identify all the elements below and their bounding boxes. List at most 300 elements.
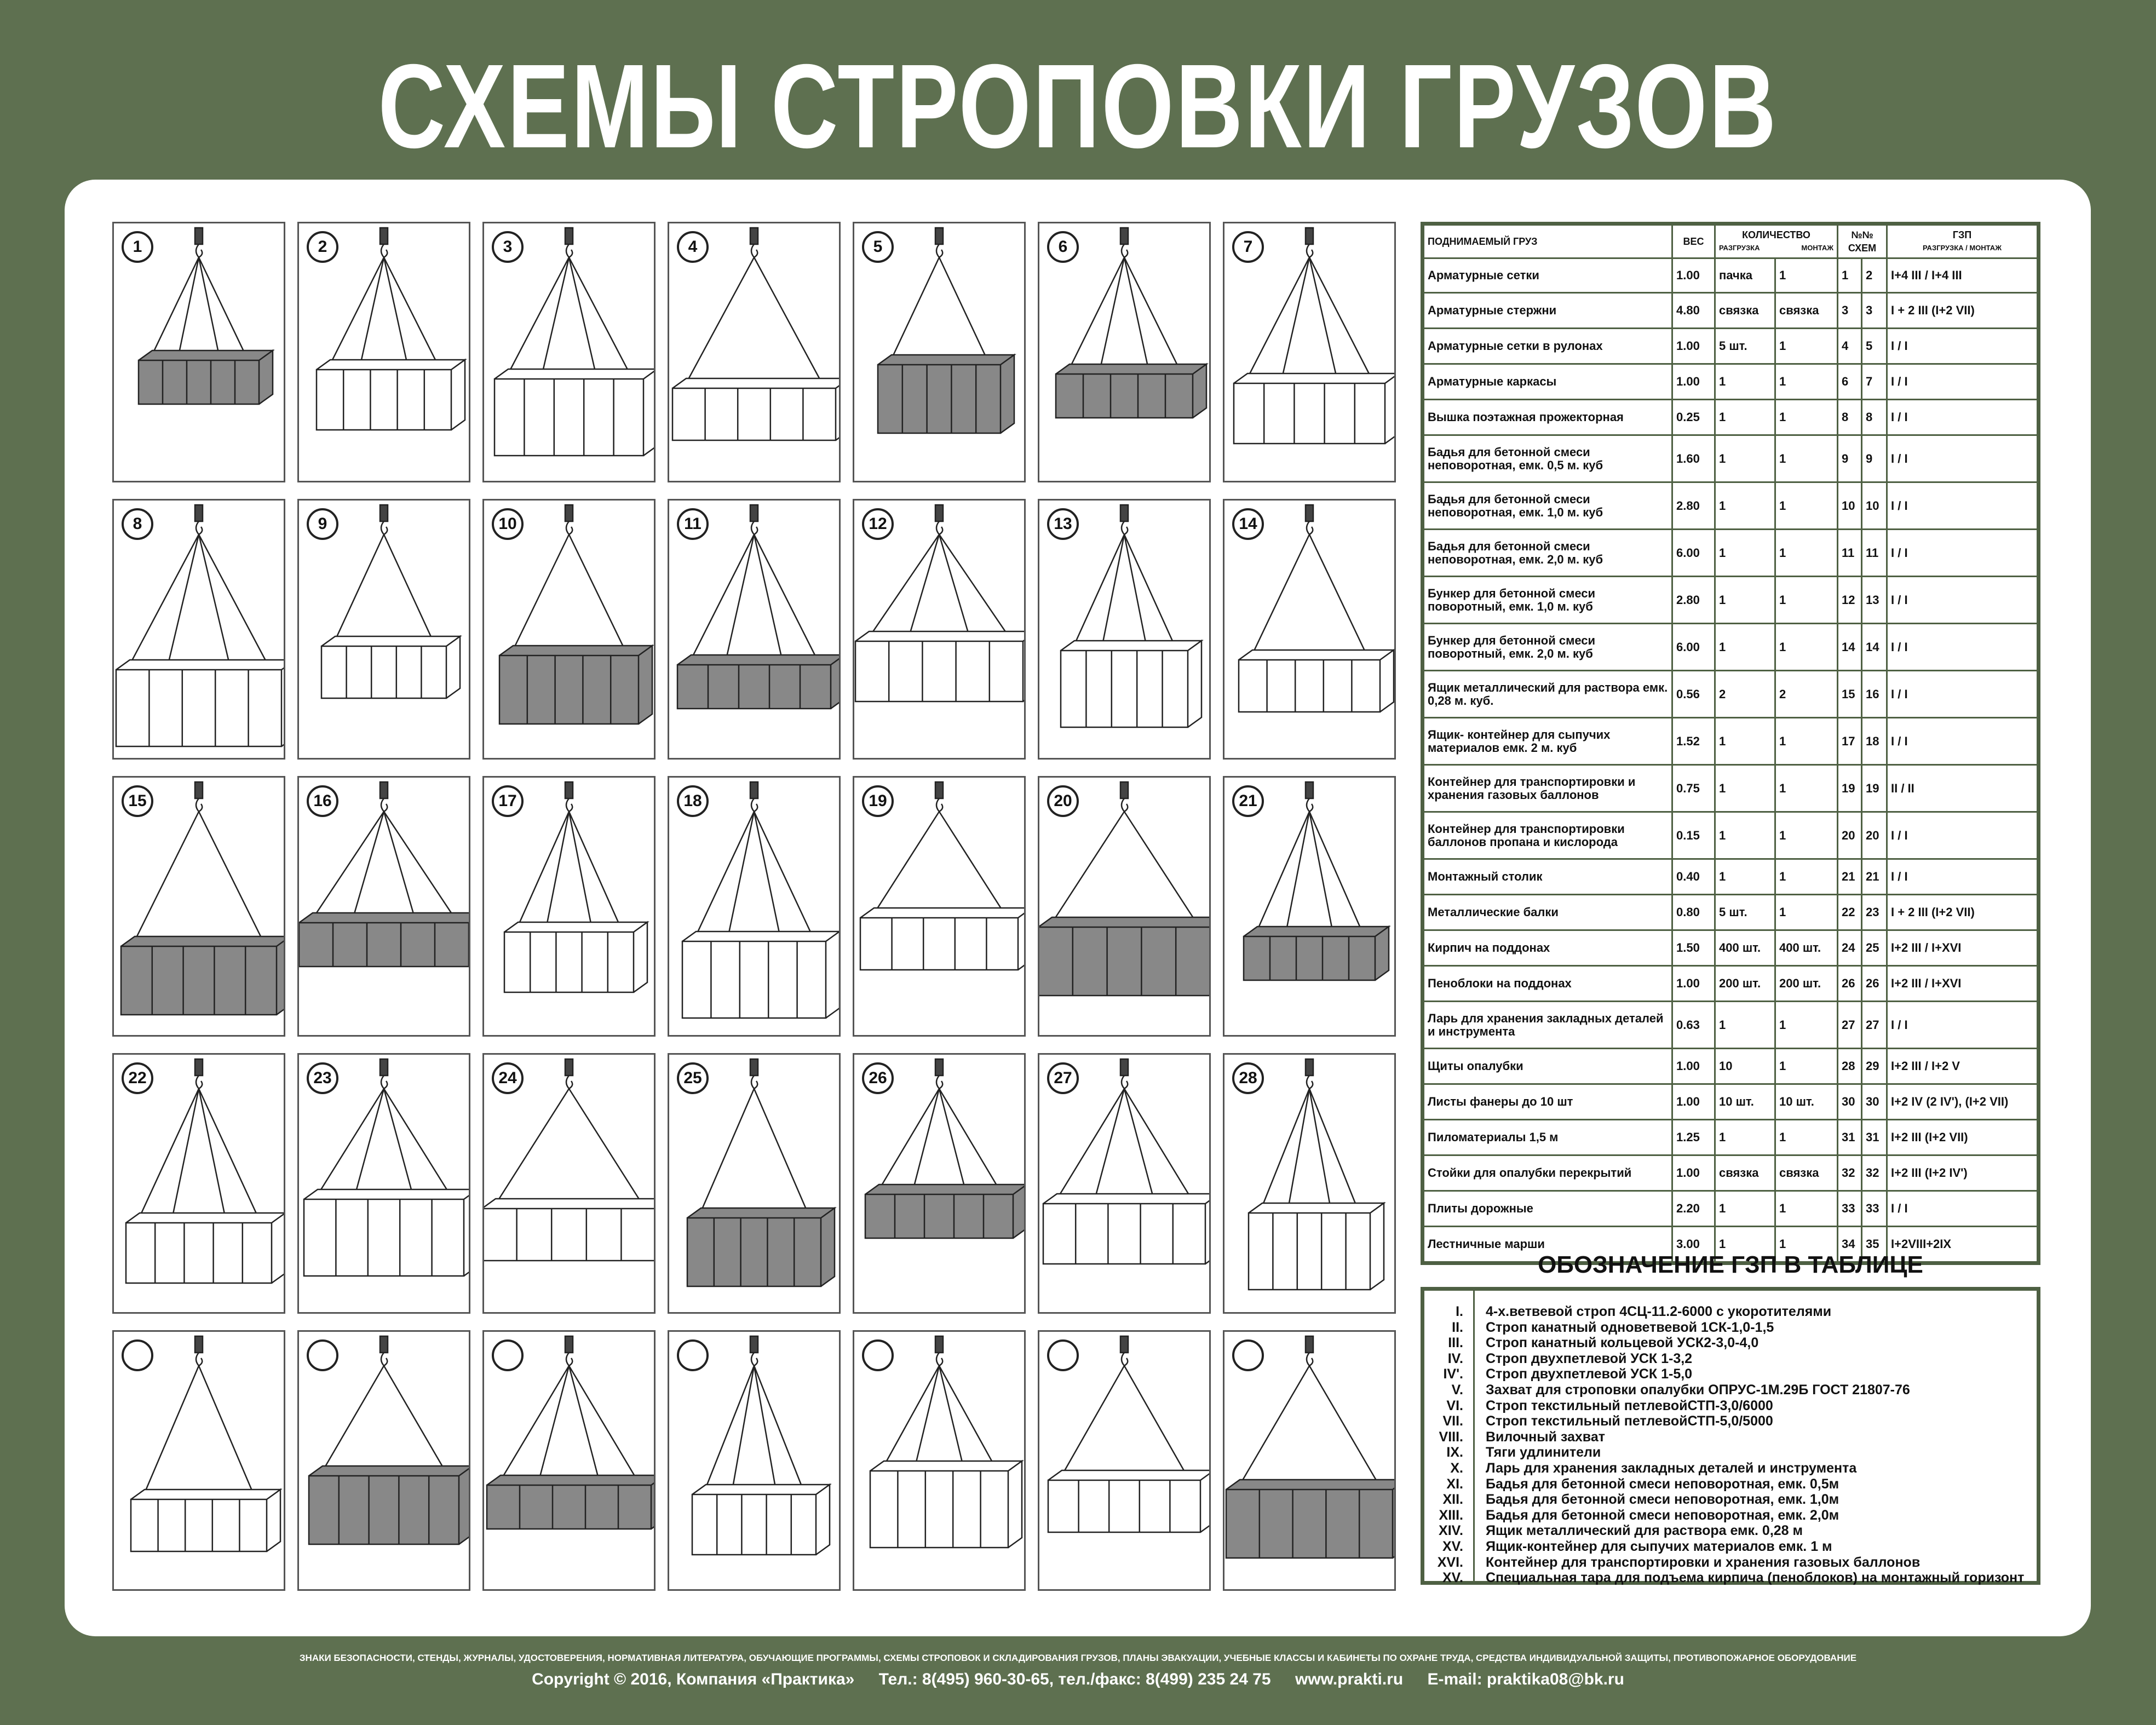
diagram-number: 6 xyxy=(1047,231,1079,263)
legend-item: 4-х.ветвевой строп 4СЦ-11.2-6000 с укоротителями xyxy=(1486,1304,1832,1319)
row-gzp: I / I xyxy=(1891,1201,1908,1215)
diagram-number xyxy=(1047,1339,1079,1371)
table-row xyxy=(1424,400,2037,436)
legend-item: Строп канатный кольцевой УСК2-3,0-4,0 xyxy=(1486,1335,1759,1351)
row-qty-unload: 1 xyxy=(1716,1002,1776,1048)
row-qty-unload: 1 xyxy=(1716,766,1776,811)
diagram-card xyxy=(1223,1330,1396,1591)
diagram-card xyxy=(668,1053,841,1314)
legend-item: Захват для строповки опалубки ОПРУС-1М.29Б ГОСТ 21807-76 xyxy=(1486,1382,1910,1398)
legend-item: Ящик металлический для раствора емк. 0,28 м xyxy=(1486,1523,1803,1539)
row-gzp: I / I xyxy=(1891,410,1908,424)
poster-title: СХЕМЫ СТРОПОВКИ ГРУЗОВ xyxy=(378,40,1778,173)
row-gzp: I / I xyxy=(1891,734,1908,748)
diagram-number: 24 xyxy=(492,1062,524,1094)
legend-box xyxy=(1421,1287,2040,1585)
row-load: Бункер для бетонной смеси поворотный, емк. 2,0 м. куб xyxy=(1424,624,1673,670)
row-qty-mount: 1 xyxy=(1776,718,1838,764)
diagram-number: 14 xyxy=(1232,508,1264,540)
row-qty-mount: 1 xyxy=(1776,1227,1838,1261)
row-qty-unload: 5 шт. xyxy=(1716,895,1776,929)
diagram-number: 17 xyxy=(492,785,524,817)
row-gzp: I / I xyxy=(1891,828,1908,842)
diagram-card xyxy=(482,499,656,760)
row-gzp: I+2 III / I+XVI xyxy=(1891,976,1962,990)
row-scheme-from: 26 xyxy=(1838,967,1862,1001)
row-load: Бадья для бетонной смеси неповоротная, емк. 1,0 м. куб xyxy=(1424,483,1673,528)
row-gzp: II / II xyxy=(1891,781,1914,795)
legend-text-column xyxy=(1475,1291,2037,1586)
row-gzp: I / I xyxy=(1891,870,1908,883)
row-qty-mount: связка xyxy=(1776,294,1838,327)
row-weight: 1.00 xyxy=(1673,259,1716,292)
table-row xyxy=(1424,671,2037,718)
diagram-number: 19 xyxy=(862,785,894,817)
table-row xyxy=(1424,1156,2037,1192)
row-qty-unload: 1 xyxy=(1716,365,1776,399)
row-scheme-from: 15 xyxy=(1838,671,1862,717)
row-gzp: I+2 III (I+2 VII) xyxy=(1891,1130,1968,1144)
legend-roman: II. xyxy=(1452,1319,1463,1335)
diagram-card xyxy=(668,776,841,1037)
diagram-card xyxy=(668,1330,841,1591)
table-row xyxy=(1424,577,2037,624)
row-qty-unload: 1 xyxy=(1716,718,1776,764)
diagram-number: 2 xyxy=(307,231,338,263)
row-qty-unload: 1 xyxy=(1716,483,1776,528)
row-qty-mount: 1 xyxy=(1776,895,1838,929)
diagram-number: 10 xyxy=(492,508,524,540)
row-qty-unload: 10 шт. xyxy=(1716,1085,1776,1119)
row-weight: 1.00 xyxy=(1673,1085,1716,1119)
diagram-card xyxy=(297,222,470,482)
row-qty-mount: 1 xyxy=(1776,483,1838,528)
row-qty-mount: 1 xyxy=(1776,436,1838,481)
diagram-number xyxy=(122,1339,153,1371)
row-qty-mount: 1 xyxy=(1776,860,1838,894)
row-load: Пиломатериалы 1,5 м xyxy=(1424,1120,1673,1154)
row-scheme-from: 11 xyxy=(1838,530,1862,576)
table-row xyxy=(1424,436,2037,483)
row-weight: 2.80 xyxy=(1673,577,1716,623)
header-load: ПОДНИМАЕМЫЙ ГРУЗ xyxy=(1424,226,1673,257)
row-weight: 2.80 xyxy=(1673,483,1716,528)
row-scheme-to: 9 xyxy=(1862,436,1888,481)
row-weight: 0.40 xyxy=(1673,860,1716,894)
row-scheme-to: 31 xyxy=(1862,1120,1888,1154)
legend-item: Специальная тара для подъема кирпича (пеноблоков) на монтажный горизонт xyxy=(1486,1570,2025,1586)
table-row xyxy=(1424,860,2037,895)
table-row xyxy=(1424,1192,2037,1227)
row-scheme-to: 3 xyxy=(1862,294,1888,327)
row-weight: 0.80 xyxy=(1673,895,1716,929)
row-qty-unload: 5 шт. xyxy=(1716,329,1776,363)
row-weight: 2.20 xyxy=(1673,1192,1716,1226)
legend-title: ОБОЗНАЧЕНИЕ ГЗП В ТАБЛИЦЕ xyxy=(1538,1251,1923,1278)
diagram-number: 26 xyxy=(862,1062,894,1094)
row-qty-unload: 1 xyxy=(1716,1192,1776,1226)
row-load: Арматурные сетки xyxy=(1424,259,1673,292)
row-scheme-to: 35 xyxy=(1862,1227,1888,1261)
row-weight: 0.63 xyxy=(1673,1002,1716,1048)
row-scheme-from: 1 xyxy=(1838,259,1862,292)
row-scheme-from: 24 xyxy=(1838,931,1862,965)
row-load: Кирпич на поддонах xyxy=(1424,931,1673,965)
header-qty xyxy=(1716,226,1838,257)
row-qty-mount: 10 шт. xyxy=(1776,1085,1838,1119)
row-gzp: I / I xyxy=(1891,640,1908,654)
row-qty-mount: 1 xyxy=(1776,365,1838,399)
row-gzp: I + 2 III (I+2 VII) xyxy=(1891,303,1975,317)
legend-item: Строп текстильный петлевойСТП-3,0/6000 xyxy=(1486,1398,1773,1413)
row-weight: 3.00 xyxy=(1673,1227,1716,1261)
diagram-card xyxy=(1038,1330,1211,1591)
table-row xyxy=(1424,1002,2037,1049)
row-weight: 0.25 xyxy=(1673,400,1716,434)
diagram-card xyxy=(297,1053,470,1314)
legend-item: Строп двухпетлевой УСК 1-5,0 xyxy=(1486,1366,1693,1382)
row-gzp: I / I xyxy=(1891,451,1908,465)
row-qty-mount: 1 xyxy=(1776,624,1838,670)
row-weight: 1.00 xyxy=(1673,1156,1716,1190)
diagram-card xyxy=(853,499,1026,760)
row-qty-unload: 1 xyxy=(1716,400,1776,434)
row-load: Контейнер для транспортировки баллонов пропана и кислорода xyxy=(1424,813,1673,858)
legend-roman: I. xyxy=(1456,1304,1463,1319)
row-weight: 1.00 xyxy=(1673,1049,1716,1083)
legend-roman: XV. xyxy=(1442,1538,1463,1554)
legend-item: Бадья для бетонной смеси неповоротная, емк. 0,5м xyxy=(1486,1476,1839,1492)
diagram-number xyxy=(677,1339,709,1371)
diagram-card xyxy=(853,1330,1026,1591)
diagram-card xyxy=(112,222,285,482)
row-weight: 4.80 xyxy=(1673,294,1716,327)
diagram-card xyxy=(1223,499,1396,760)
row-load: Ящик металлический для раствора емк. 0,28 м. куб. xyxy=(1424,671,1673,717)
legend-item: Строп текстильный петлевойСТП-5,0/5000 xyxy=(1486,1413,1773,1429)
legend-item: Строп двухпетлевой УСК 1-3,2 xyxy=(1486,1350,1693,1366)
diagram-card xyxy=(112,776,285,1037)
row-qty-mount: 2 xyxy=(1776,671,1838,717)
diagram-number: 21 xyxy=(1232,785,1264,817)
row-gzp: I / I xyxy=(1891,339,1908,353)
row-scheme-to: 7 xyxy=(1862,365,1888,399)
table-row xyxy=(1424,329,2037,365)
load-table xyxy=(1421,222,2040,1265)
row-load: Стойки для опалубки перекрытий xyxy=(1424,1156,1673,1190)
diagram-number: 15 xyxy=(122,785,153,817)
row-weight: 1.50 xyxy=(1673,931,1716,965)
row-qty-unload: 400 шт. xyxy=(1716,931,1776,965)
row-qty-mount: 1 xyxy=(1776,1120,1838,1154)
row-qty-mount: 1 xyxy=(1776,530,1838,576)
legend-roman: V. xyxy=(1451,1382,1463,1398)
diagram-card xyxy=(297,776,470,1037)
legend-item: Ящик-контейнер для сыпучих материалов емк. 1 м xyxy=(1486,1538,1832,1554)
row-scheme-from: 34 xyxy=(1838,1227,1862,1261)
row-weight: 1.00 xyxy=(1673,967,1716,1001)
row-scheme-from: 21 xyxy=(1838,860,1862,894)
legend-roman-column xyxy=(1424,1291,1475,1586)
row-qty-unload: пачка xyxy=(1716,259,1776,292)
header-qty-mount: МОНТАЖ xyxy=(1801,244,1833,252)
diagram-number xyxy=(1232,1339,1264,1371)
row-scheme-from: 31 xyxy=(1838,1120,1862,1154)
row-scheme-to: 8 xyxy=(1862,400,1888,434)
row-scheme-from: 28 xyxy=(1838,1049,1862,1083)
legend-item: Бадья для бетонной смеси неповоротная, емк. 2,0м xyxy=(1486,1507,1839,1523)
row-load: Плиты дорожные xyxy=(1424,1192,1673,1226)
diagram-number: 8 xyxy=(122,508,153,540)
row-scheme-from: 32 xyxy=(1838,1156,1862,1190)
diagram-number: 13 xyxy=(1047,508,1079,540)
row-qty-mount: 1 xyxy=(1776,1049,1838,1083)
diagram-number xyxy=(307,1339,338,1371)
row-qty-mount: 1 xyxy=(1776,259,1838,292)
diagram-card xyxy=(1038,1053,1211,1314)
row-scheme-to: 11 xyxy=(1862,530,1888,576)
row-scheme-from: 9 xyxy=(1838,436,1862,481)
row-load: Пеноблоки на поддонах xyxy=(1424,967,1673,1001)
diagram-number: 3 xyxy=(492,231,524,263)
row-scheme-from: 8 xyxy=(1838,400,1862,434)
diagram-card xyxy=(297,1330,470,1591)
diagram-card xyxy=(1223,222,1396,482)
diagram-card xyxy=(1223,1053,1396,1314)
table-row xyxy=(1424,365,2037,400)
row-scheme-from: 6 xyxy=(1838,365,1862,399)
diagram-card xyxy=(482,1053,656,1314)
legend-item: Контейнер для транспортировки и хранения газовых баллонов xyxy=(1486,1554,1921,1570)
row-qty-mount: 200 шт. xyxy=(1776,967,1838,1001)
row-load: Ящик- контейнер для сыпучих материалов емк. 2 м. куб xyxy=(1424,718,1673,764)
row-qty-mount: 1 xyxy=(1776,1002,1838,1048)
row-scheme-from: 3 xyxy=(1838,294,1862,327)
diagram-number: 23 xyxy=(307,1062,338,1094)
diagram-number: 9 xyxy=(307,508,338,540)
footer-contacts xyxy=(0,1670,2156,1689)
row-qty-mount: 1 xyxy=(1776,400,1838,434)
row-gzp: I+2 III (I+2 IV') xyxy=(1891,1166,1968,1180)
legend-roman: X. xyxy=(1450,1460,1463,1476)
footer-email[interactable]: E-mail: praktika08@bk.ru xyxy=(1427,1670,1624,1688)
row-load: Арматурные сетки в рулонах xyxy=(1424,329,1673,363)
diagram-card xyxy=(482,1330,656,1591)
table-row xyxy=(1424,530,2037,577)
header-qty-label: КОЛИЧЕСТВО xyxy=(1742,229,1810,240)
row-scheme-to: 32 xyxy=(1862,1156,1888,1190)
diagram-card xyxy=(1223,776,1396,1037)
row-scheme-to: 10 xyxy=(1862,483,1888,528)
row-scheme-from: 20 xyxy=(1838,813,1862,858)
row-qty-unload: 1 xyxy=(1716,577,1776,623)
header-gzp-label: ГЗП xyxy=(1952,229,1972,240)
row-scheme-from: 22 xyxy=(1838,895,1862,929)
row-load: Монтажный столик xyxy=(1424,860,1673,894)
row-load: Лестничные марши xyxy=(1424,1227,1673,1261)
footer-phone: Тел.: 8(495) 960-30-65, тел./факс: 8(499) 235 24 75 xyxy=(878,1670,1271,1688)
row-scheme-from: 19 xyxy=(1838,766,1862,811)
header-weight: ВЕС xyxy=(1673,226,1716,257)
diagram-card xyxy=(482,776,656,1037)
row-load: Бадья для бетонной смеси неповоротная, емк. 2,0 м. куб xyxy=(1424,530,1673,576)
row-qty-unload: 10 xyxy=(1716,1049,1776,1083)
row-scheme-to: 27 xyxy=(1862,1002,1888,1048)
table-row xyxy=(1424,766,2037,813)
row-weight: 0.15 xyxy=(1673,813,1716,858)
row-scheme-to: 23 xyxy=(1862,895,1888,929)
diagram-number: 22 xyxy=(122,1062,153,1094)
row-scheme-from: 27 xyxy=(1838,1002,1862,1048)
row-scheme-to: 26 xyxy=(1862,967,1888,1001)
legend-roman: XII. xyxy=(1442,1492,1463,1508)
diagram-card xyxy=(112,1330,285,1591)
row-weight: 1.25 xyxy=(1673,1120,1716,1154)
diagram-card xyxy=(482,222,656,482)
row-scheme-to: 18 xyxy=(1862,718,1888,764)
row-scheme-to: 30 xyxy=(1862,1085,1888,1119)
row-qty-mount: 1 xyxy=(1776,577,1838,623)
legend-roman: VII. xyxy=(1442,1413,1463,1429)
diagram-number: 11 xyxy=(677,508,709,540)
row-weight: 1.00 xyxy=(1673,365,1716,399)
diagram-card xyxy=(1038,499,1211,760)
row-weight: 0.75 xyxy=(1673,766,1716,811)
legend-item: Строп канатный одноветвевой 1СК-1,0-1,5 xyxy=(1486,1319,1774,1335)
diagram-card xyxy=(668,222,841,482)
diagram-card xyxy=(853,776,1026,1037)
diagram-number xyxy=(492,1339,524,1371)
row-load: Бадья для бетонной смеси неповоротная, емк. 0,5 м. куб xyxy=(1424,436,1673,481)
legend-roman: VIII. xyxy=(1439,1429,1463,1445)
row-gzp: I / I xyxy=(1891,687,1908,701)
footer-copyright: Copyright © 2016, Компания «Практика» xyxy=(532,1670,855,1688)
row-qty-mount: 1 xyxy=(1776,766,1838,811)
diagram-card xyxy=(297,499,470,760)
table-row xyxy=(1424,931,2037,967)
diagram-number: 5 xyxy=(862,231,894,263)
row-gzp: I / I xyxy=(1891,1017,1908,1032)
diagram-card xyxy=(853,222,1026,482)
table-row xyxy=(1424,813,2037,860)
row-scheme-from: 10 xyxy=(1838,483,1862,528)
row-load: Бункер для бетонной смеси поворотный, емк. 1,0 м. куб xyxy=(1424,577,1673,623)
legend-roman: IV. xyxy=(1447,1350,1463,1366)
table-row xyxy=(1424,1049,2037,1085)
row-weight: 1.60 xyxy=(1673,436,1716,481)
table-row xyxy=(1424,483,2037,530)
table-row xyxy=(1424,294,2037,329)
row-qty-mount: 1 xyxy=(1776,329,1838,363)
diagram-card xyxy=(1038,222,1211,482)
diagram-number: 28 xyxy=(1232,1062,1264,1094)
row-scheme-from: 17 xyxy=(1838,718,1862,764)
row-load: Арматурные стержни xyxy=(1424,294,1673,327)
row-weight: 0.56 xyxy=(1673,671,1716,717)
legend-item: Вилочный захват xyxy=(1486,1429,1605,1445)
legend-roman: XIII. xyxy=(1439,1507,1463,1523)
legend-item: Бадья для бетонной смеси неповоротная, емк. 1,0м xyxy=(1486,1492,1839,1508)
row-scheme-to: 33 xyxy=(1862,1192,1888,1226)
table-row xyxy=(1424,718,2037,766)
row-scheme-to: 19 xyxy=(1862,766,1888,811)
row-load: Металлические балки xyxy=(1424,895,1673,929)
footer-site[interactable]: www.prakti.ru xyxy=(1295,1670,1404,1688)
row-qty-mount: 1 xyxy=(1776,813,1838,858)
row-gzp: I+2 III / I+2 V xyxy=(1891,1059,1960,1073)
row-load: Контейнер для транспортировки и хранения газовых баллонов xyxy=(1424,766,1673,811)
row-qty-unload: связка xyxy=(1716,1156,1776,1190)
row-scheme-to: 5 xyxy=(1862,329,1888,363)
legend-roman: XV. xyxy=(1442,1570,1463,1586)
diagram-number: 18 xyxy=(677,785,709,817)
legend-roman: IV'. xyxy=(1443,1366,1463,1382)
legend-item: Тяги удлинители xyxy=(1486,1445,1601,1461)
row-gzp: I+4 III / I+4 III xyxy=(1891,268,1962,282)
row-scheme-to: 13 xyxy=(1862,577,1888,623)
legend-roman: VI. xyxy=(1446,1398,1463,1413)
diagram-card xyxy=(1038,776,1211,1037)
row-gzp: I + 2 III (I+2 VII) xyxy=(1891,905,1975,919)
header-schemes: №№ СХЕМ xyxy=(1838,226,1888,257)
row-gzp: I / I xyxy=(1891,545,1908,560)
row-load: Арматурные каркасы xyxy=(1424,365,1673,399)
diagram-number xyxy=(862,1339,894,1371)
diagram-number: 25 xyxy=(677,1062,709,1094)
row-qty-unload: 1 xyxy=(1716,436,1776,481)
row-qty-mount: 400 шт. xyxy=(1776,931,1838,965)
row-scheme-to: 25 xyxy=(1862,931,1888,965)
legend-roman: IX. xyxy=(1446,1445,1463,1461)
row-scheme-from: 14 xyxy=(1838,624,1862,670)
row-scheme-to: 29 xyxy=(1862,1049,1888,1083)
row-qty-unload: 1 xyxy=(1716,530,1776,576)
footer-services: ЗНАКИ БЕЗОПАСНОСТИ, СТЕНДЫ, ЖУРНАЛЫ, УДОСТОВЕРЕНИЯ, НОРМАТИВНАЯ ЛИТЕРАТУРА, ОБУЧАЮЩИЕ ПРОГРАММЫ, СХЕМЫ СТРОПОВОК И СКЛАДИРОВАНИЯ ГРУЗОВ, ПЛАНЫ ЭВАКУАЦИИ, УЧЕБНЫЕ КЛАССЫ И КАБИНЕТЫ ПО ОХРАНЕ ТРУДА, СРЕДСТВА ИНДИВИДУАЛЬНОЙ ЗАЩИТЫ, ПРОТИВОПОЖАРНОЕ ОБОРУДОВАНИЕ xyxy=(299,1653,1857,1663)
diagram-number: 20 xyxy=(1047,785,1079,817)
diagram-number: 16 xyxy=(307,785,338,817)
row-weight: 1.52 xyxy=(1673,718,1716,764)
row-scheme-to: 20 xyxy=(1862,813,1888,858)
legend-roman: XI. xyxy=(1446,1476,1463,1492)
row-scheme-to: 21 xyxy=(1862,860,1888,894)
table-row xyxy=(1424,1085,2037,1120)
row-gzp: I / I xyxy=(1891,498,1908,513)
header-qty-unload: РАЗГРУЗКА xyxy=(1719,244,1760,252)
table-row xyxy=(1424,259,2037,294)
row-gzp: I / I xyxy=(1891,593,1908,607)
legend-roman: XVI. xyxy=(1437,1554,1463,1570)
diagram-number: 4 xyxy=(677,231,709,263)
table-header xyxy=(1424,226,2037,259)
row-qty-unload: 1 xyxy=(1716,860,1776,894)
table-row xyxy=(1424,624,2037,671)
row-gzp: I+2VIII+2IX xyxy=(1891,1237,1952,1251)
row-scheme-to: 14 xyxy=(1862,624,1888,670)
diagram-number: 1 xyxy=(122,231,153,263)
legend-item: Ларь для хранения закладных деталей и инструмента xyxy=(1486,1460,1857,1476)
row-load: Вышка поэтажная прожекторная xyxy=(1424,400,1673,434)
row-qty-unload: связка xyxy=(1716,294,1776,327)
table-row xyxy=(1424,895,2037,931)
row-scheme-from: 12 xyxy=(1838,577,1862,623)
row-qty-mount: связка xyxy=(1776,1156,1838,1190)
legend-roman: III. xyxy=(1448,1335,1463,1351)
row-scheme-to: 2 xyxy=(1862,259,1888,292)
diagram-card xyxy=(112,499,285,760)
row-qty-unload: 1 xyxy=(1716,813,1776,858)
table-row xyxy=(1424,1120,2037,1156)
diagram-number: 27 xyxy=(1047,1062,1079,1094)
